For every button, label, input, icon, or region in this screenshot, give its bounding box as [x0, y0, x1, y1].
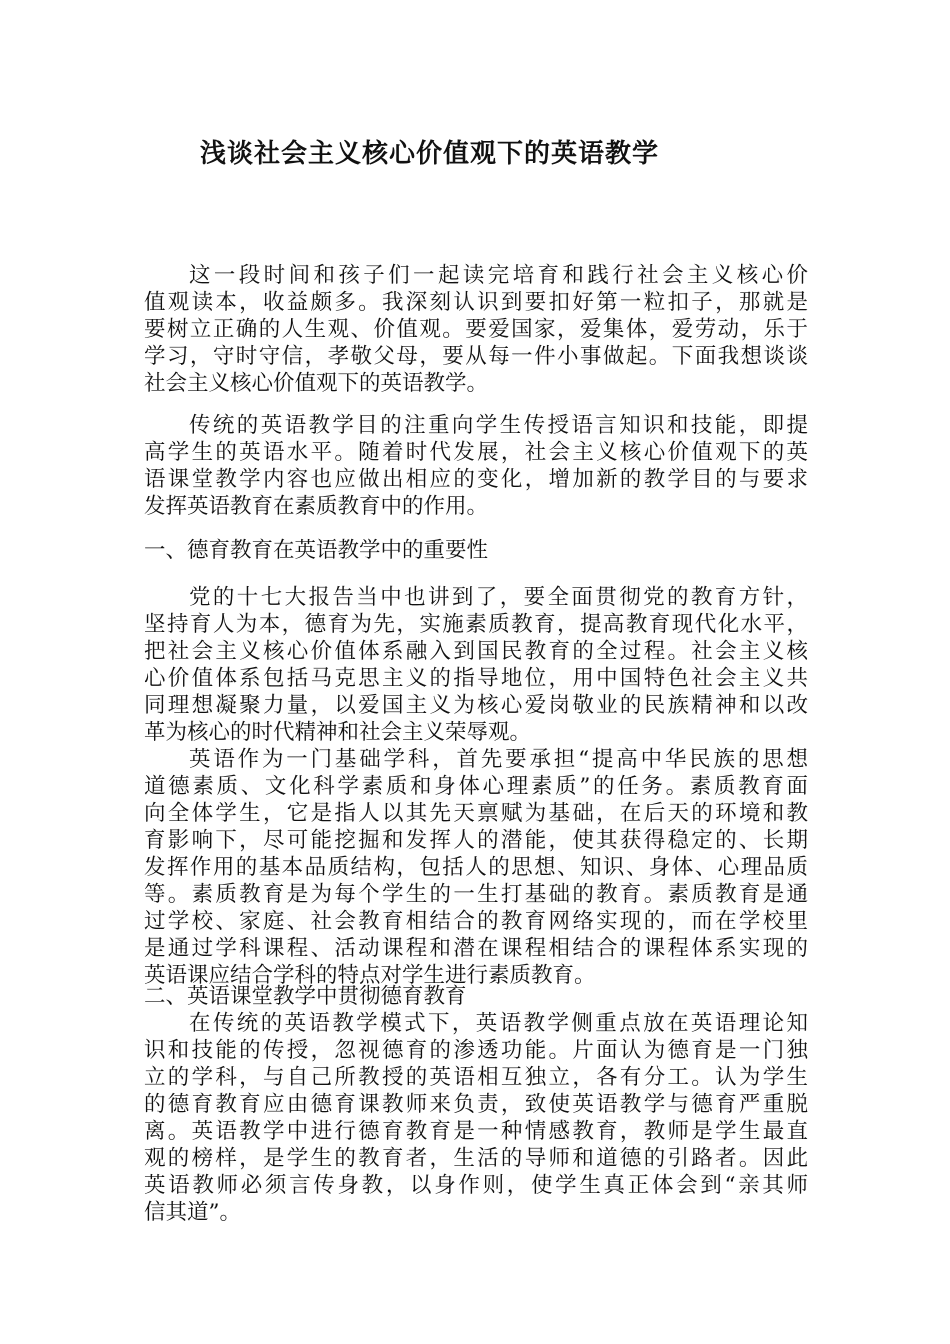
paragraph-line: 向全体学生，它是指人以其先天禀赋为基础，在后天的环境和教 [144, 801, 808, 826]
paragraph-line: 是通过学科课程、活动课程和潜在课程相结合的课程体系实现的 [144, 936, 808, 961]
section-heading-2: 二、英语课堂教学中贯彻德育教育 [144, 984, 467, 1009]
paragraph-line: 传统的英语教学目的注重向学生传授语言知识和技能，即提 [189, 413, 808, 438]
paragraph-line: 英语课应结合学科的特点对学生进行素质教育。 [144, 963, 596, 988]
paragraph-line: 革为核心的时代精神和社会主义荣辱观。 [144, 720, 532, 745]
paragraph-line: 道德素质、文化科学素质和身体心理素质”的任务。素质教育面 [144, 774, 808, 799]
paragraph-5 [144, 1010, 808, 1226]
paragraph-line: 育影响下，尽可能挖掘和发挥人的潜能，使其获得稳定的、长期 [144, 828, 808, 853]
paragraph-line: 信其道”。 [144, 1200, 241, 1225]
paragraph-2 [144, 412, 808, 520]
paragraph-line: 党的十七大报告当中也讲到了，要全面贯彻党的教育方针， [189, 585, 808, 610]
paragraph-line: 要树立正确的人生观、价值观。要爱国家，爱集体，爱劳动，乐于 [144, 317, 808, 342]
paragraph-line: 的德育教育应由德育课教师来负责，致使英语教学与德育严重脱 [144, 1092, 808, 1117]
paragraph-line: 观的榜样，是学生的教育者，生活的导师和道德的引路者。因此 [144, 1146, 808, 1171]
paragraph-line: 学习，守时守信，孝敬父母，要从每一件小事做起。下面我想谈谈 [144, 344, 808, 369]
paragraph-line: 坚持育人为本，德育为先，实施素质教育，提高教育现代化水平， [144, 612, 808, 637]
paragraph-line: 值观读本，收益颇多。我深刻认识到要扣好第一粒扣子，那就是 [144, 290, 808, 315]
paragraph-line: 英语作为一门基础学科，首先要承担“提高中华民族的思想 [189, 747, 808, 772]
paragraph-line: 这一段时间和孩子们一起读完培育和践行社会主义核心价 [189, 263, 808, 288]
paragraph-line: 同理想凝聚力量，以爱国主义为核心爱岗敬业的民族精神和以改 [144, 693, 808, 718]
paragraph-3 [144, 584, 808, 746]
paragraph-line: 离。英语教学中进行德育教育是一种情感教育，教师是学生最直 [144, 1119, 808, 1144]
paragraph-line: 过学校、家庭、社会教育相结合的教育网络实现的，而在学校里 [144, 909, 808, 934]
paragraph-line: 语课堂教学内容也应做出相应的变化，增加新的教学目的与要求 [144, 467, 808, 492]
section-heading-1: 一、德育教育在英语教学中的重要性 [144, 538, 489, 563]
paragraph-line: 把社会主义核心价值体系融入到国民教育的全过程。社会主义核 [144, 639, 808, 664]
paragraph-line: 在传统的英语教学模式下，英语教学侧重点放在英语理论知 [189, 1011, 808, 1036]
paragraph-line: 立的学科，与自己所教授的英语相互独立，各有分工。认为学生 [144, 1065, 808, 1090]
paragraph-line: 社会主义核心价值观下的英语教学。 [144, 371, 489, 396]
paragraph-1 [144, 262, 808, 397]
paragraph-line: 发挥作用的基本品质结构，包括人的思想、知识、身体、心理品质 [144, 855, 808, 880]
paragraph-line: 英语教师必须言传身教，以身作则，使学生真正体会到“亲其师 [144, 1173, 808, 1198]
paragraph-line: 高学生的英语水平。随着时代发展，社会主义核心价值观下的英 [144, 440, 808, 465]
document-title: 浅谈社会主义核心价值观下的英语教学 [200, 139, 660, 169]
paragraph-line: 心价值体系包括马克思主义的指导地位，用中国特色社会主义共 [144, 666, 808, 691]
paragraph-line: 发挥英语教育在素质教育中的作用。 [144, 494, 489, 519]
paragraph-line: 等。素质教育是为每个学生的一生打基础的教育。素质教育是通 [144, 882, 808, 907]
paragraph-4 [144, 746, 808, 989]
paragraph-line: 识和技能的传授，忽视德育的渗透功能。片面认为德育是一门独 [144, 1038, 808, 1063]
